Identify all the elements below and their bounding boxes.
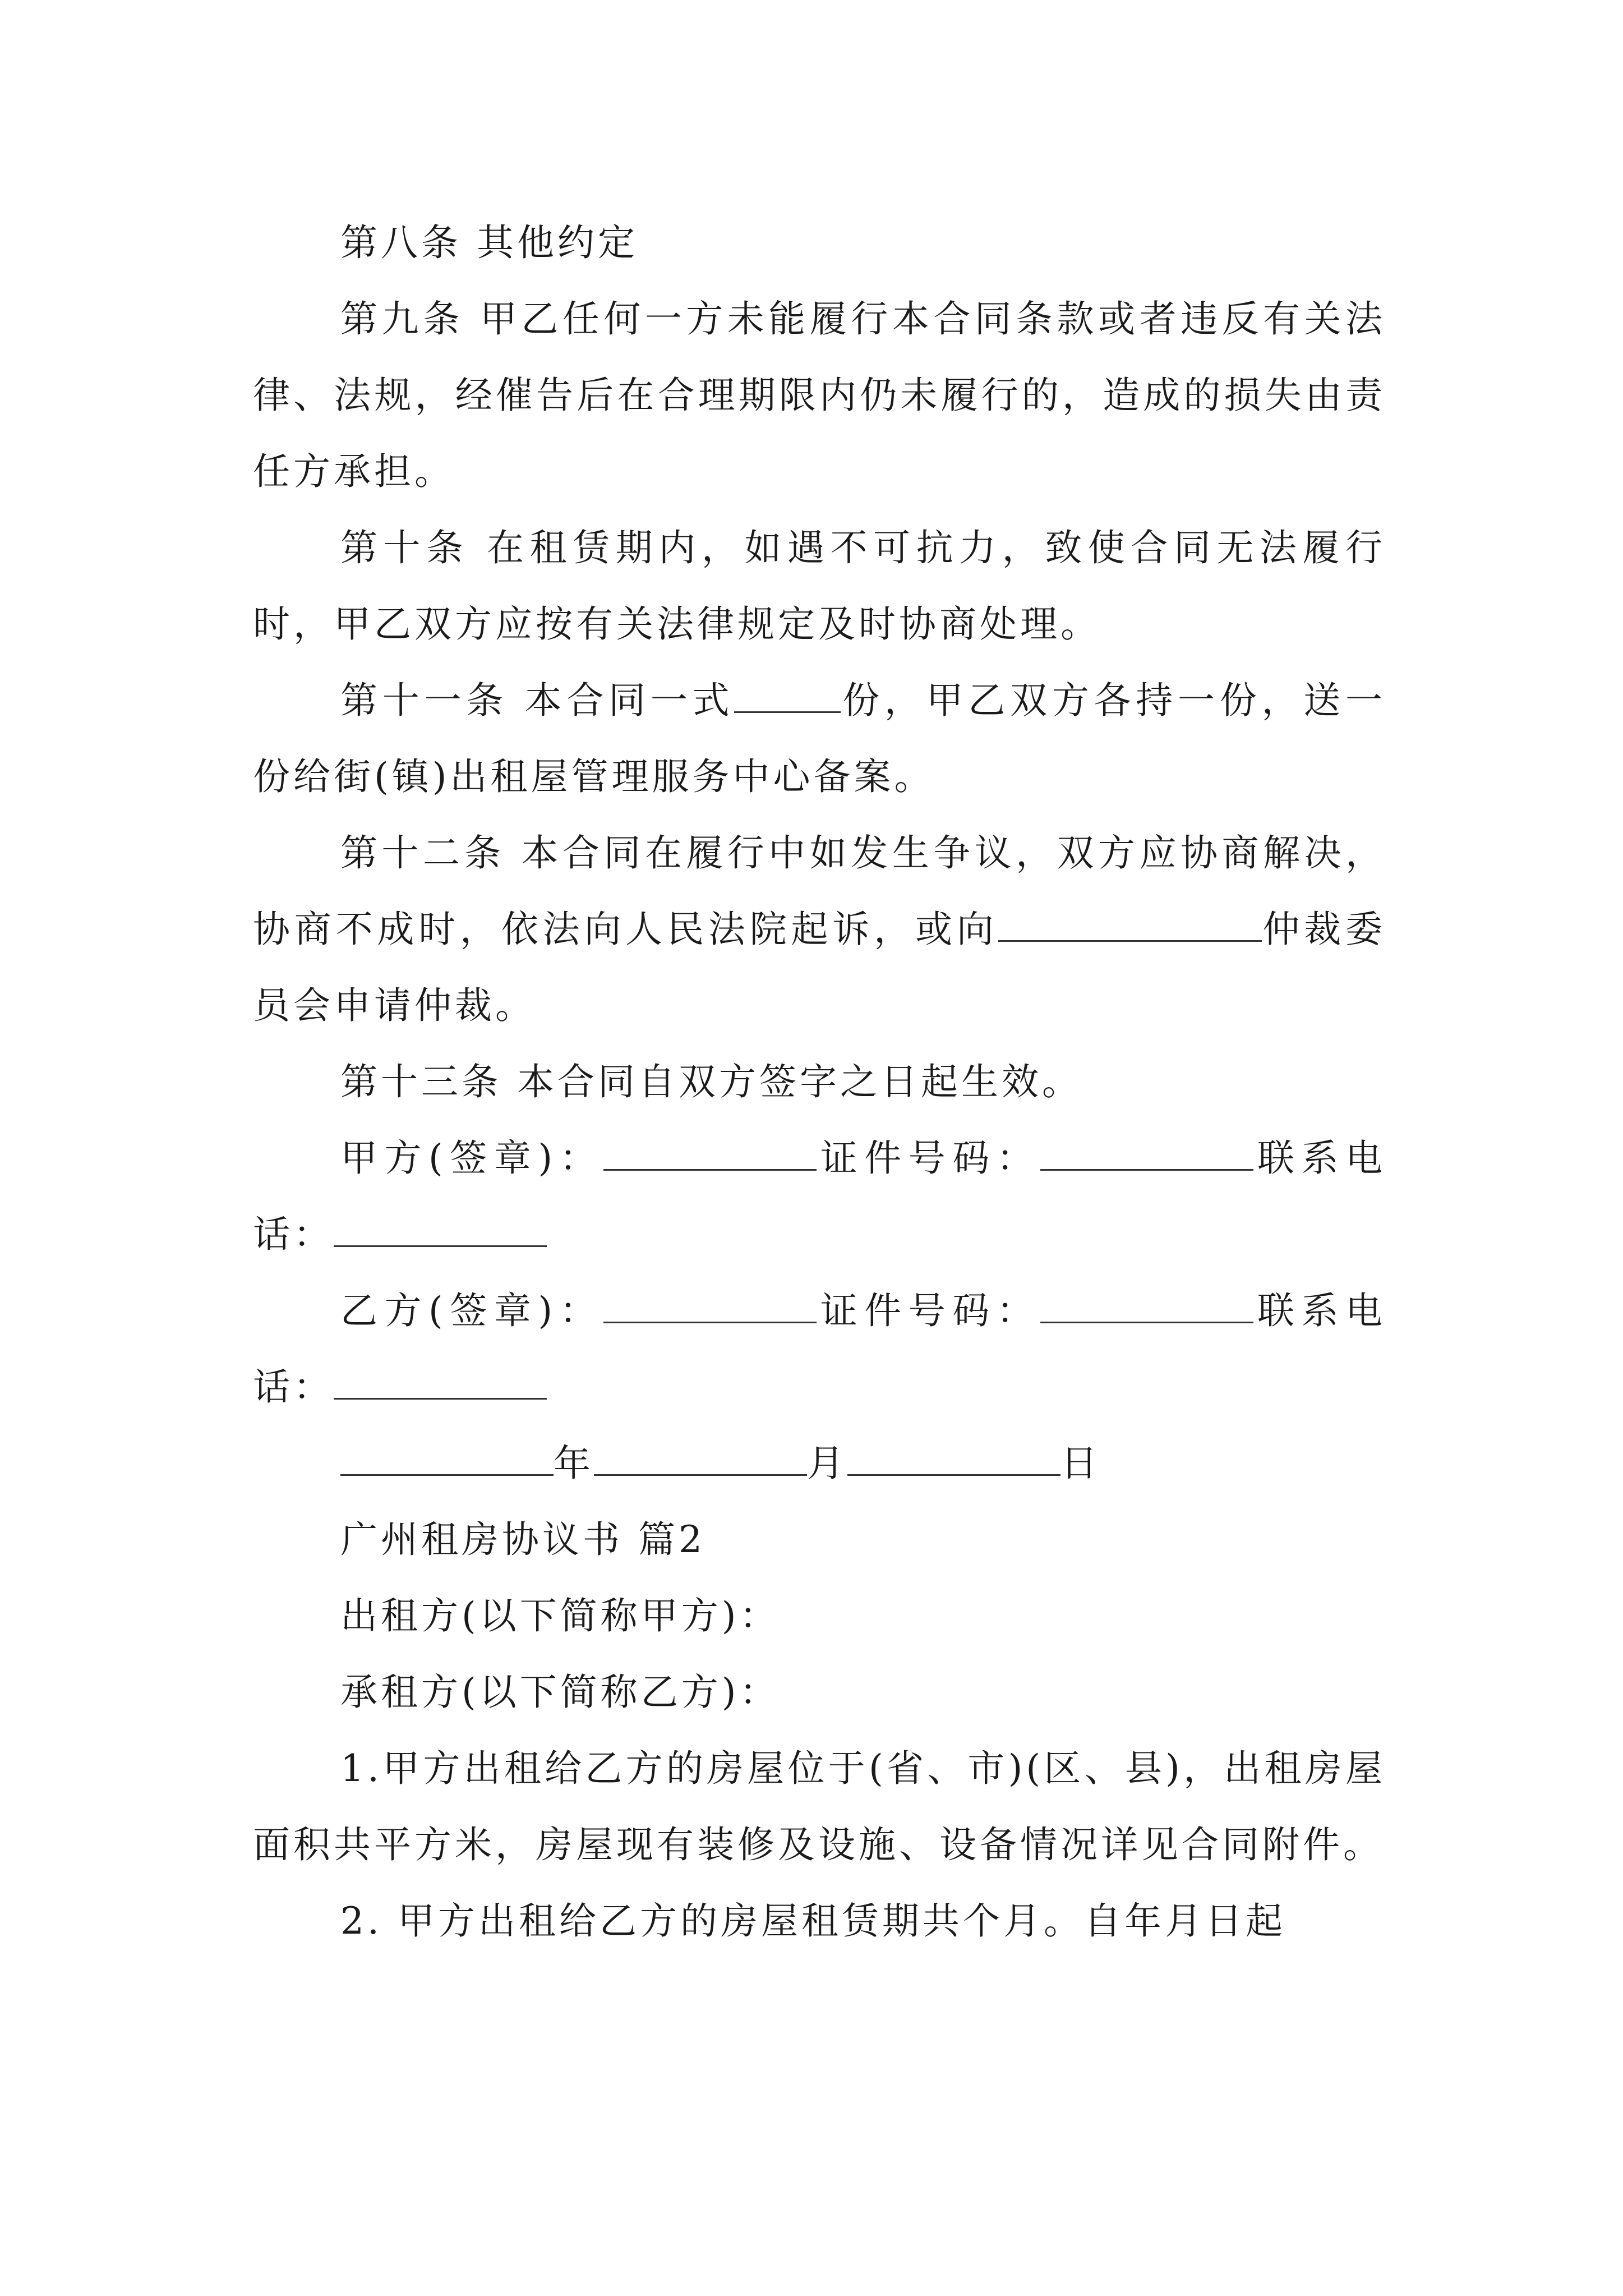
day-blank bbox=[847, 1445, 1061, 1476]
lessor-line: 出租方(以下简称甲方)： bbox=[340, 1594, 780, 1637]
month-blank bbox=[594, 1445, 807, 1476]
document-page bbox=[253, 205, 1386, 1959]
article-12-text-b: 仲裁委员会申请仲裁。 bbox=[253, 908, 1386, 1027]
party-b-signature-line bbox=[253, 1273, 1386, 1425]
party-b-phone-label: 联系电话： bbox=[253, 1289, 1386, 1409]
arbitration-blank bbox=[998, 911, 1262, 942]
article-12 bbox=[253, 815, 1386, 1044]
date-line bbox=[253, 1425, 1386, 1502]
article-11-text-a: 第十一条 本合同一式 bbox=[340, 679, 735, 722]
article-12-text-a: 第十二条 本合同在履行中如发生争议，双方应协商解决，协商不成时，依法向人民法院起诉，或向 bbox=[253, 831, 1386, 951]
day-label: 日 bbox=[1061, 1442, 1101, 1485]
year-blank bbox=[340, 1445, 554, 1476]
article-11-text-b: 份，甲乙双方各持一份，送一份给街(镇)出租屋管理服务中心备案。 bbox=[253, 679, 1386, 798]
item-1: 1.甲方出租给乙方的房屋位于(省、市)(区、县)，出租房屋面积共平方米，房屋现有装修及设施、设备情况详见合同附件。 bbox=[253, 1747, 1386, 1866]
party-a-id-blank bbox=[1040, 1140, 1253, 1171]
party-b-id-label: 证件号码： bbox=[817, 1289, 1041, 1332]
article-9: 第九条 甲乙任何一方未能履行本合同条款或者违反有关法律、法规，经催告后在合理期限内仍未履行的，造成的损失由责任方承担。 bbox=[253, 297, 1386, 493]
party-a-phone-blank bbox=[334, 1216, 547, 1247]
copies-blank bbox=[734, 682, 841, 713]
party-b-id-blank bbox=[1040, 1292, 1253, 1323]
party-a-phone-label: 联系电话： bbox=[253, 1137, 1386, 1256]
party-a-signature-line bbox=[253, 1120, 1386, 1273]
party-a-label: 甲方(签章)： bbox=[340, 1137, 604, 1180]
party-b-phone-blank bbox=[334, 1369, 547, 1400]
party-a-id-label: 证件号码： bbox=[817, 1137, 1041, 1180]
party-a-sign-blank bbox=[603, 1140, 817, 1171]
article-8: 第八条 其他约定 bbox=[340, 221, 638, 264]
section-2-title: 广州租房协议书 篇2 bbox=[340, 1518, 706, 1561]
month-label: 月 bbox=[807, 1442, 847, 1485]
article-13: 第十三条 本合同自双方签字之日起生效。 bbox=[340, 1060, 1082, 1103]
item-2: 2. 甲方出租给乙方的房屋租赁期共个月。自年月日起 bbox=[340, 1899, 1286, 1943]
article-11 bbox=[253, 662, 1386, 815]
lessee-line: 承租方(以下简称乙方)： bbox=[340, 1671, 780, 1714]
party-b-sign-blank bbox=[603, 1292, 817, 1323]
party-b-label: 乙方(签章)： bbox=[340, 1289, 604, 1332]
year-label: 年 bbox=[554, 1442, 594, 1485]
article-10: 第十条 在租赁期内，如遇不可抗力，致使合同无法履行时，甲乙双方应按有关法律规定及时协商处理。 bbox=[253, 526, 1386, 646]
